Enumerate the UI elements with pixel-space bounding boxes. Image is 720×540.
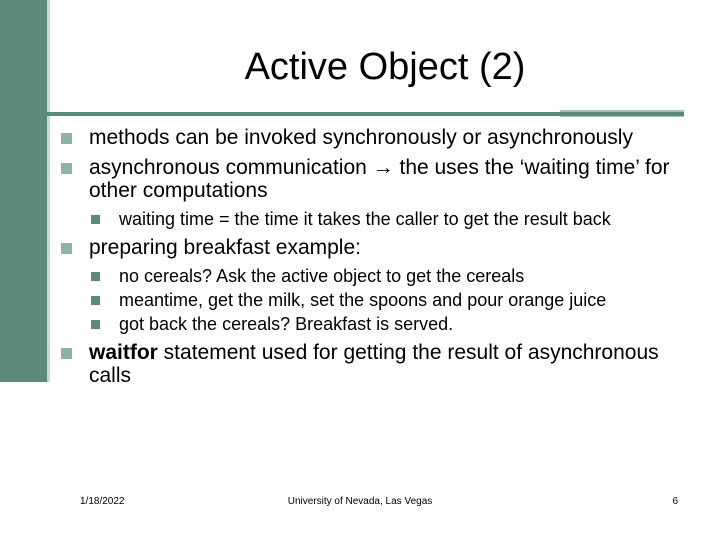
sub-bullet-list [60, 209, 700, 229]
square-bullet-icon [91, 320, 100, 329]
square-bullet-icon [91, 215, 100, 224]
sub-bullet-list [60, 266, 700, 334]
square-bullet-icon [61, 133, 72, 144]
bullet-item [60, 236, 700, 259]
left-accent-bar [0, 0, 47, 382]
footer-institution: University of Nevada, Las Vegas [287, 496, 433, 507]
keyword-waitfor: waitfor [89, 341, 158, 364]
sub-bullet-group [60, 209, 700, 229]
title-rule [0, 112, 684, 116]
bullet-list [60, 126, 700, 394]
bullet-item [60, 341, 700, 387]
sub-bullet-item [89, 266, 700, 286]
sub-bullet-text: no cereals? Ask the active object to get the cereals [119, 266, 525, 286]
square-bullet-icon [91, 296, 100, 305]
bullet-item [60, 156, 700, 202]
sub-bullet-text: got back the cereals? Breakfast is served. [119, 314, 454, 334]
bullet-text: methods can be invoked synchronously or asynchronously [89, 126, 633, 149]
sub-bullet-text: waiting time = the time it takes the caller to get the result back [119, 209, 611, 229]
slide-title: Active Object (2) [244, 46, 526, 88]
square-bullet-icon [91, 272, 100, 281]
sub-bullet-item [89, 314, 700, 334]
sub-bullet-group [60, 266, 700, 334]
bullet-text: statement used for getting the result of asynchronous calls [89, 341, 659, 387]
square-bullet-icon [61, 348, 72, 359]
square-bullet-icon [61, 243, 72, 254]
footer-date: 1/18/2022 [80, 496, 125, 507]
sub-bullet-item [89, 209, 700, 229]
page-number: 6 [672, 496, 678, 507]
bullet-text: preparing breakfast example: [89, 236, 361, 259]
bullet-item [60, 126, 700, 149]
left-accent-bar-shadow [47, 0, 50, 382]
square-bullet-icon [61, 163, 72, 174]
sub-bullet-item [89, 290, 700, 310]
bullet-text: asynchronous communication → the uses the ‘waiting time’ for other computations [89, 156, 670, 202]
sub-bullet-text: meantime, get the milk, set the spoons and pour orange juice [119, 290, 607, 310]
